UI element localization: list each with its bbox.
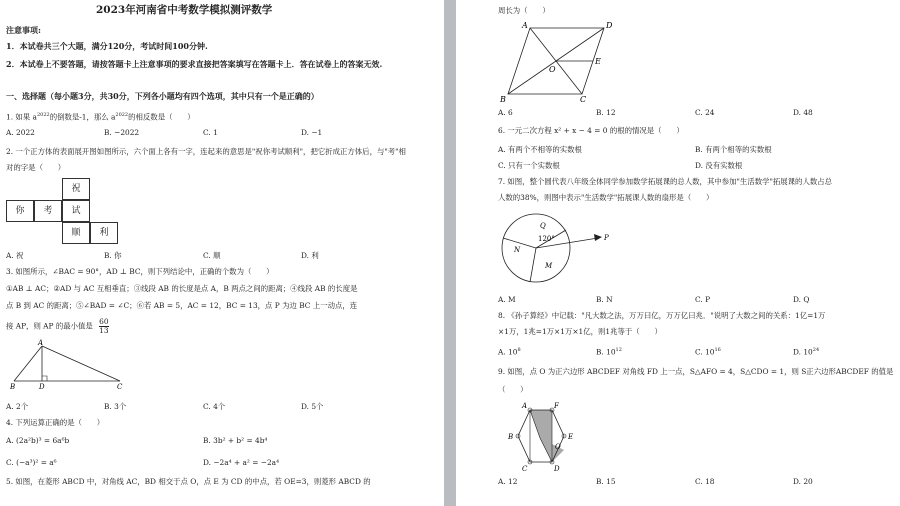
q7-label-m: M (545, 262, 553, 270)
q9-paren: （ ） (498, 385, 528, 394)
q3-label-c: C (117, 383, 123, 391)
q1-stem: 1. 如果 $a^{2022}$的倒数是-1，那么 $a^{2022}$的相反数是（ ） (6, 112, 195, 122)
q5-option-c[interactable]: C. 24 (695, 108, 715, 117)
q9-option-a[interactable]: A. 12 (498, 477, 518, 486)
q4-option-d[interactable]: D. −2a⁴ + a² = −2a⁴ (203, 458, 280, 467)
q3-option-a[interactable]: A. 2个 (6, 402, 29, 411)
section-heading: 一、选择题（每小题3分，共30分，下列各小题均有四个选项，其中只有一个是正确的） (6, 91, 319, 101)
q5-option-b[interactable]: B. 12 (596, 108, 616, 117)
q5-label-e: E (595, 57, 601, 66)
q9-option-c[interactable]: C. 18 (695, 477, 715, 486)
q9-hexagon-figure (456, 398, 596, 474)
q3-label-d: D (39, 383, 45, 391)
q5-stem: 5. 如图，在菱形 ABCD 中，对角线 AC，BD 相交于点 O，点 E 为 CD 的中点，若 OE=3，则菱形 ABCD 的 (6, 477, 371, 486)
q5-label-a: A (522, 21, 528, 30)
q7-option-b[interactable]: B. N (596, 295, 613, 304)
q5-option-d[interactable]: D. 48 (793, 108, 813, 117)
q8-option-a[interactable]: A. $10^8$ (498, 347, 521, 357)
notice-heading: 注意事项: (6, 25, 41, 35)
q6-option-b[interactable]: B. 有两个相等的实数根 (695, 145, 772, 154)
net-cell-li: 利 (90, 222, 118, 244)
q9-label-c: C (522, 465, 528, 473)
q5-rhombus-figure (456, 18, 626, 104)
q2-option-c[interactable]: C. 顺 (203, 251, 221, 260)
q3-frac-num: 60 (99, 317, 109, 326)
net-cell-ni: 你 (6, 200, 34, 222)
q6-option-a[interactable]: A. 有两个不相等的实数根 (498, 145, 582, 154)
net-cell-zhu: 祝 (62, 178, 90, 200)
notice-line2: 2．本试卷上不要答题，请按答题卡上注意事项的要求直接把答案填写在答题卡上．答在试卷上的答案无效. (6, 59, 383, 69)
q9-label-d: D (554, 465, 560, 473)
q8-option-c[interactable]: C. $10^{16}$ (695, 347, 721, 357)
q1-option-b[interactable]: B. −2022 (104, 128, 140, 137)
q8-option-b[interactable]: B. $10^{12}$ (596, 347, 622, 357)
q9-label-f: F (554, 402, 559, 410)
q4-option-a[interactable]: A. (2a²b)³ = 6a⁶b (6, 436, 70, 445)
right-page (456, 0, 900, 506)
q8-stem1: 8. 《孙子算经》中记载："凡大数之法，万万曰亿，万万亿曰兆．"说明了大数之间的关系：1亿=1万 (498, 311, 826, 320)
q3-stem1: 3. 如图所示，∠BAC = 90°，AD ⊥ BC，则下列结论中，正确的个数为（ ） (6, 267, 274, 276)
q9-label-e: E (568, 433, 574, 441)
q5-label-o: O (549, 65, 556, 74)
q3-frac-den: 13 (99, 326, 109, 335)
q1-option-c[interactable]: C. 1 (203, 128, 218, 137)
q3-label-b: B (10, 383, 16, 391)
q9-option-d[interactable]: D. 20 (793, 477, 813, 486)
notice-line1: 1．本试卷共三个大题，满分120分，考试时间100分钟. (6, 41, 208, 51)
q4-option-c[interactable]: C. (−a³)² = a⁶ (6, 458, 57, 467)
q6-option-c[interactable]: C. 只有一个实数根 (498, 161, 560, 170)
q9-label-a: A (522, 402, 528, 410)
q7-label-angle: 120° (538, 235, 555, 243)
q6-option-d[interactable]: D. 没有实数根 (695, 161, 743, 170)
q3-triangle-figure (0, 338, 130, 394)
net-cell-shi: 试 (62, 200, 90, 222)
q7-option-c[interactable]: C. P (695, 295, 711, 304)
q8-stem2: ×1万，1兆=1万×1万×1亿，则1兆等于（ ） (498, 327, 662, 336)
q2-stem: 2. 一个正方体的表面展开图如图所示，六个面上各有一字，连起来的意思是"祝你考试顺利"，把它折成正方体后，与"考"相对的字是（ ） (6, 147, 406, 172)
q3-option-b[interactable]: B. 3个 (104, 402, 127, 411)
q3-stem2: ①AB ⊥ AC；②AD 与 AC 互相垂直；③线段 AB 的长度是点 A，B 两点之间的距离；④线段 AB 的长度是 (6, 284, 358, 293)
q5-label-d: D (606, 21, 613, 30)
q7-label-p: P (604, 234, 609, 242)
q5-label-b: B (500, 95, 506, 104)
q3-stem4: 接 AP，则 AP 的最小值是 $\frac{60}{13}$ (6, 317, 109, 335)
q8-option-d[interactable]: D. $10^{24}$ (793, 347, 820, 357)
net-cell-kao: 考 (34, 200, 62, 222)
q9-stem: 9. 如图，点 O 为正六边形 ABCDEF 对角线 FD 上一点，S△AFO = 4，S△CDO = 1，则 S正六边形ABCDEF 的值是 (498, 367, 894, 376)
q3-option-c[interactable]: C. 4个 (203, 402, 226, 411)
q7-pie-figure (456, 212, 616, 292)
q7-option-d[interactable]: D. Q (793, 295, 810, 304)
q7-option-a[interactable]: A. M (498, 295, 516, 304)
page-gap (444, 0, 456, 506)
q7-stem1: 7. 如图，整个圆代表八年级全体同学参加数学拓展课的总人数，其中参加"生活数学"拓展课的人数占总 (498, 177, 833, 186)
q7-label-n: N (514, 246, 521, 254)
q1-option-d[interactable]: D. −1 (301, 128, 323, 137)
q2-option-b[interactable]: B. 你 (104, 251, 122, 260)
q7-stem2: 人数的38%，则图中表示"生活数学"拓展课人数的扇形是（ ） (498, 193, 714, 202)
q5-option-a[interactable]: A. 6 (498, 108, 513, 117)
q9-option-b[interactable]: B. 15 (596, 477, 616, 486)
q3-option-d[interactable]: D. 5个 (301, 402, 324, 411)
q3-label-a: A (38, 339, 44, 347)
q9-label-o: O (555, 443, 561, 451)
q7-label-q: Q (540, 222, 546, 230)
left-page (0, 0, 444, 506)
q5-label-c: C (580, 95, 587, 104)
net-cell-shun: 顺 (62, 222, 90, 244)
page-title: 2023年河南省中考数学模拟测评数学 (96, 4, 273, 16)
q4-stem: 4. 下列运算正确的是（ ） (6, 418, 105, 427)
q5-continuation: 周长为（ ） (498, 6, 550, 15)
q3-stem3: 点 B 到 AC 的距离；⑤∠BAD = ∠C；⑥若 AB = 5，AC = 12，BC = 13，点 P 为边 BC 上一动点，连 (6, 301, 358, 310)
q9-label-b: B (508, 433, 514, 441)
q2-option-d[interactable]: D. 利 (301, 251, 319, 260)
q4-option-b[interactable]: B. 3b² + b² = 4b⁴ (203, 436, 268, 445)
q1-option-a[interactable]: A. 2022 (6, 128, 35, 137)
q6-stem: 6. 一元二次方程 x² + x − 4 = 0 的根的情况是（ ） (498, 126, 684, 135)
q2-option-a[interactable]: A. 祝 (6, 251, 24, 260)
